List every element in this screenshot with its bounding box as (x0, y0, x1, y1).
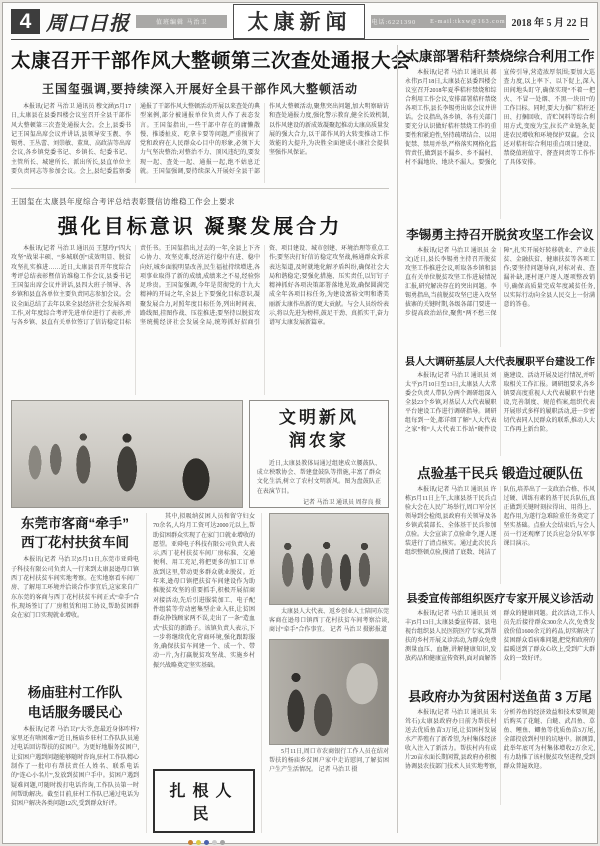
duty-editor-band (136, 15, 227, 28)
bottom-column-2 (146, 513, 262, 833)
npc-body: 本报讯(记者 马治卫 通讯员 刘太平)5月10日至13日,太康县人大常委会负责人带队分两个调研组深入全县23个乡镇,对基层人大代表履职平台建设工作进行调研指导。调研组每到一处,都详细了解“人大代表之家”和“人大代表工作站”硬件设施建设、活动开展及运行情况,并听取相关工作汇报。调研组要求,各乡镇要高度重视人大代表履职平台建设,完善制度、规范档案,组织代表开展形式多样的履职活动,进一步密切代表同人民群众的联系,推动人大工作再上新台阶。 (405, 373, 596, 433)
militia-body: 本报讯(记者 马治卫 通讯员 许栋)5月11日上午,太康县基干民兵点验大会在人民广场举行,周口军分区领导到会检阅,县政府有关领导及各乡镇武装部长、全体基干民兵参加点验。大会宣读了点验命令,逐人逐装进行了清点核实。通过此次民兵组织整顿点验,摸清了底数、纯洁了队伍,培养出了一支政治合格、作风过硬、训练有素的基干民兵队伍,真正做到关键时刻拉得出、用得上、起作用,为遂行急难险重任务奠定了坚实基础。点验大会结束后,与会人员一行还观摩了民兵应急分队军事课目演示。 (405, 487, 596, 556)
dongguan-body-part2: 其中,拟吸纳贫困人员和留守妇女70余名,人均月工资可达2000元以上,帮助贫困群众实现了在家门口就业增收的愿望。亚舜电子科技有限公司负责人表示,西丁花村扶贫车间厂房标准、交通便利、用工充足,将把更多的加工订单放到这里,带动更多群众就业脱贫。近年来,逊母口镇把扶贫车间建设作为助推脱贫攻坚的重要抓手,积极开展招商对接活动,先后引进服装加工、电子配件组装等劳动密集型企业入驻,让贫困群众挣钱顾家两不误,走出了一条“造血式”扶贫的新路子。该镇负责人表示,下一步将继续优化营商环境,强化跟踪服务,确保扶贫车间建一个、成一个、带动一片,为打赢脱贫攻坚战、实施乡村振兴战略奠定坚实基础。 (153, 514, 256, 669)
bottom-column-1 (11, 513, 139, 833)
article-medical-clinic (405, 590, 595, 680)
household-photo-caption: 5月11日,周口市农商银行工作人员在结对帮扶的杨庙乡贫困户家中走访慰问,了解贫困户生产生活情况。 记者 马治卫 摄 (269, 749, 389, 773)
registration-dot (220, 840, 225, 845)
registration-dot (212, 840, 217, 845)
masthead: 周口日报 (46, 13, 130, 35)
npc-headline: 县人大调研基层人大代表履职平台建设工作 (405, 357, 595, 368)
issue-date: 2018 年 5 月 22 日 (511, 18, 589, 29)
culture-title-line2: 润农家 (288, 430, 349, 450)
section-title: 太康新闻 (247, 11, 352, 34)
article-review (11, 194, 389, 395)
culture-caption: 近日,太康县教体局通过组建成立腰鼓队、成立秧歌协会、帮建盘鼓队等措施,丰富了群众文化生活,树立了农村文明新风。图为盘鼓队正在表演节目。 (256, 460, 381, 495)
review-headline: 强化目标意识 凝聚发展合力 (57, 216, 343, 238)
page-number-badge: 4 (11, 9, 40, 34)
article-fish-fry (405, 686, 595, 805)
left-section (11, 45, 412, 833)
article-npc-research (405, 353, 595, 456)
email-text: E-mail:tkxw@163.com (430, 18, 506, 25)
bottom-column-3 (269, 513, 389, 833)
review-kicker: 王国玺在太康县年度综合考评总结表彰暨信访维稳工作会上要求 (11, 197, 235, 206)
lead-body: 本报讯(记者 马治卫 通讯员 穆文涵)5月17日,太康县在县委四楼会议室召开全县干部作风大整顿第三次查处通报大会。会上,县委书记王国玺出席会议并讲话,县领导安玉靓、李锡勇、王丛蕾、刘崇敏、董岚、高政洁等出席会议,各乡镇党委书记、乡镇长、纪委书记、主管所长、城建所长、派出所长,县直单位主要负责同志等参加会议。会上,县纪委监察委通报了干部作风大整顿活动开展以来查处的典型案例,部分被通报单位负责人作了表态发言。王国玺指出,一些干部中存在的庸懒散慢、推诿扯皮、吃拿卡要等问题,严重损害了党和政府在人民群众心目中的形象,必须下大力气坚决整治;对整治不力、顶风违纪的,要发现一起、查处一起、通报一起,绝不姑息迁就。王国玺强调,要持续深入开展好全县干部作风大整顿活动,聚焦突出问题,加大明察暗访和查处通报力度,强化警示教育,健全长效机制,以作风建设的新成效凝聚起推动太康高质量发展的强大合力,以干部作风的大转变推动工作效能的大提升,为决胜全面建成小康社会提供坚强作风保证。 (11, 104, 390, 176)
registration-dot (196, 840, 201, 845)
newspaper-page (2, 2, 598, 844)
dongguan-headline-line1: 东莞市客商“牵手” (21, 516, 129, 531)
clinic-headline: 县委宣传部组织医疗专家开展义诊活动 (406, 593, 594, 605)
zhagen-renmin-box (153, 769, 255, 833)
article-poverty-meeting (405, 225, 595, 347)
dongguan-headline-line2: 西丁花村扶贫车间 (21, 535, 129, 551)
drum-team-photo (11, 400, 243, 508)
contact-band (371, 15, 505, 28)
review-body: 本报讯(记者 马治卫 通讯员 王慧玲)“四大攻坚”战果丰硕、“多城联创”成效明显、脱贫攻坚扎实推进……近日,太康县召开年度综合考评总结表彰暨信访维稳工作会议,县委书记王国玺出席会议并讲话,县四大班子领导、各乡镇和县直各单位主要负责同志参加会议。会议全面总结了去年以来全县经济社会发展各项工作,对年度综合考评先进单位进行了表彰,并与各乡镇、县直有关单位签订了信访稳定目标责任书。王国玺指出,过去的一年,全县上下齐心协力、攻坚克难,经济运行稳中有进、稳中向好,城乡面貌明显改善,民生福祉持续增进,各项事业取得了新的成绩,成绩来之不易,经验弥足珍贵。王国玺强调,今年是贯彻党的十九大精神的开局之年,全县上下要强化目标意识,凝聚发展合力,对照年度目标任务,列出时间表、路线图,挂图作战、压茬推进;要坚持以脱贫攻坚统揽经济社会发展全局,统筹抓好招商引资、项目建设、城市创建、环境治理等重点工作;要坚决打好信访稳定攻坚战,畅通群众诉求表达渠道,及时就地化解矛盾纠纷,确保社会大局和谐稳定;要强化措施、压实责任,以钉钉子精神抓好各项决策部署落地见效,确保圆满完成全年各项目标任务,为建设富裕文明和谐美丽新太康作出新的更大贡献。与会人员纷纷表示,将以先进为榜样,鼓足干劲、真抓实干,奋力谱写太康发展新篇章。 (11, 246, 390, 327)
straw-body: 本报讯(记者 马治卫 通讯员 郝永伟)5月18日,太康县在县委四楼会议室召开2018年夏季秸秆禁烧和综合利用工作会议,安排部署秸秆禁烧各项工作,县长李锡勇出席会议并讲话。会议指出,各乡镇、各有关部门要充分认识做好秸秆禁烧工作的重要性和紧迫性,坚持疏堵结合、以用促禁、禁用并举,严格落实网格化监管责任,做到县不漏乡、乡不漏村、村不漏地块、地块不漏人。要强化宣传引导,营造浓厚氛围;要加大巡查力度,以上率下、以下促上,深入田间地头盯守,确保实现“不着一把火、不冒一处烟、不黑一块田”的工作目标。同时,要大力推广秸秆还田、打捆回收、青贮饲料等综合利用方式,变废为宝,拉长产业链条,促进农民增收和环境保护双赢。会议还对秸秆综合利用重点项目建设、禁烧值班值守、督查问责等工作作了具体安排。 (405, 70, 596, 166)
bottom-section (11, 513, 389, 833)
lead-headline: 太康召开干部作风大整顿第三次查处通报大会 (11, 50, 412, 72)
phone-text: 电话:6221390 (371, 20, 417, 26)
fish-body: 本报讯(记者 马治卫 通讯员 朱耸石)太康县政府办日前为帮扶村送去优质鱼苗3万尾,让贫困村发展水产养殖有了新希望,为村集体经济收入注入了新活力。帮扶村内有成片20亩水面长期闲置,县政府办积极协调县农技部门技术人员实地考察,分析养鱼的经济效益和技术要领,随后购买了花鲢、白鲢、武昌鱼、草鱼、鲤鱼、鲫鱼等优质鱼苗3万尾,全部投放到村里的坑塘中。据测算,此举年底可为村集体增收2万余元,有力助推了该村脱贫攻坚进程,受到群众普遍欢迎。 (405, 710, 596, 770)
household-visit-photo (269, 639, 389, 745)
registration-dot (204, 840, 209, 845)
workshop-visit-photo (269, 513, 389, 605)
registration-dot (188, 840, 193, 845)
culture-title-line1: 文明新风 (278, 408, 359, 427)
poverty-body: 本报讯(记者 马治卫 通讯员 金文)近日,县长李锡勇主持召开脱贫攻坚工作推进会议,听取各乡镇和县直有关单位脱贫攻坚工作进展情况汇报,研究解决存在的突出问题。李锡勇指出,当前脱贫攻坚已进入攻坚拔寨的关键时期,各级各部门要进一步提高政治站位,聚焦“两不愁三保障”,扎实开展好转移就业、产业扶贫、金融扶贫、健康扶贫等各项工作;要坚持问题导向,对标对表、查漏补缺,逐村逐户逐人逐项整改销号,确保高质量完成年度减贫任务,以实际行动向全县人民交上一份满意的答卷。 (405, 248, 595, 317)
straw-headline: 太康部署秸秆禁烧综合利用工作 (405, 49, 595, 64)
militia-headline: 点验基干民兵 锻造过硬队伍 (417, 466, 583, 481)
culture-byline: 记者 马治卫 通讯员 周存良 摄 (302, 500, 381, 507)
page-body (11, 45, 596, 833)
registration-dots (188, 840, 225, 845)
photo-row (11, 400, 389, 508)
dongguan-body-part1: 本报讯(记者 马治卫)5月11日,东莞市亚舜电子科技有限公司负责人一行来到太康县逊母口镇西丁花村扶贫车间实地考察。在实地察看车间厂房、了解用工环境并洽谈合作事宜后,这家来自广东东莞的客商与西丁花村扶贫车间正式“牵手”合作,现场签订了厂房租赁和用工协议,帮助贫困群众在家门口实现就业增收。 (11, 557, 139, 620)
article-lead (11, 45, 412, 183)
clinic-body: 本报讯(记者 马治卫 通讯员 刘丰)5月13日,太康县委宣传部、县电视台组织县人民医院医疗专家,到帮扶的乡村开展义诊活动,为群众免费测量血压、血糖,讲解健康知识,发放药品和健康宣传资料,面对面解答群众的健康问题。此次活动,工作人员先后接待群众300余人次,免费发放价值1600余元的药品,切实解决了贫困群众看病难问题,把党和政府的温暖送到了群众心坎上,受到广大群众的一致好评。 (405, 611, 596, 662)
fish-headline: 县政府办为贫困村送鱼苗 3 万尾 (408, 689, 592, 704)
section-title-box (233, 4, 365, 39)
yangmiao-headline-line2: 电话服务暖民心 (27, 704, 123, 720)
yangmiao-headline-line1: 杨庙驻村工作队 (27, 685, 123, 701)
article-militia (405, 462, 595, 584)
right-column (397, 45, 595, 833)
poverty-headline: 李锡勇主持召开脱贫攻坚工作会议 (406, 228, 594, 242)
page-header (11, 8, 589, 40)
workshop-photo-caption: 太康县人大代表、返乡创业人士陪同东莞客商在逊母口镇西丁花村扶贫车间考察洽谈,商讨“牵手”合作事宜。 记者 马治卫 摄影报道 (269, 609, 390, 633)
zhagen-label: 扎根人民 (169, 783, 239, 823)
yangmiao-body: 本报讯(记者 马治卫)“大爷,您最近身体咋样?家里还有啥困难?”近日,杨庙乡驻村工作队队员通过电话回访帮扶的贫困户。为更好地服务贫困户,让贫困户遇到问题能够随时咨询,驻村工作队精心制作了一批印有帮扶责任人姓名、联系电话的“连心小名片”,发放到贫困户手中。贫困户遇到疑难问题,可随时拨打电话咨询,工作队员第一时间帮助解决。截至目前,驻村工作队已通过电话为贫困户解决各类问题12次,受到群众好评。 (11, 726, 139, 808)
lead-subhead: 王国玺强调,要持续深入开展好全县干部作风大整顿活动 (41, 82, 358, 96)
duty-editor-text: 值班编辑 马治卫 (155, 20, 208, 26)
article-straw-burning (405, 45, 595, 219)
culture-box (249, 400, 389, 508)
divider (11, 188, 389, 189)
